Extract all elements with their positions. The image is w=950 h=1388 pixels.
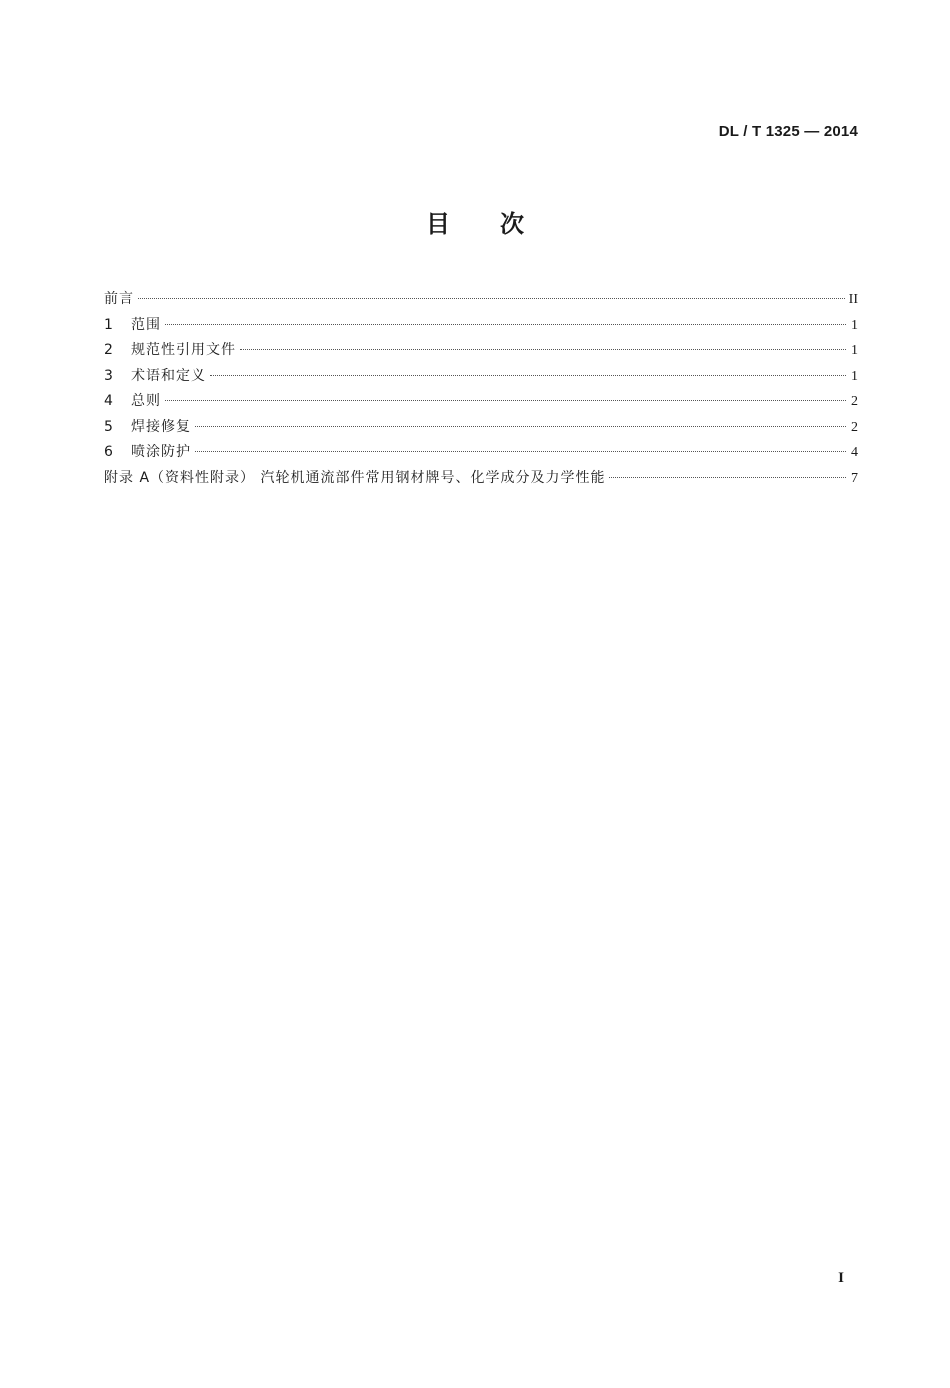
toc-entry-page: 2 (851, 394, 858, 409)
dot-leader (138, 298, 845, 299)
toc-title: 目次 (426, 210, 574, 238)
dot-leader (195, 426, 846, 427)
toc-entry-page: 4 (851, 445, 858, 460)
toc-entry-number: 2 (104, 342, 113, 358)
toc-entry-label: 附录 A（资料性附录） 汽轮机通流部件常用钢材牌号、化学成分及力学性能 (104, 469, 606, 486)
dot-leader (609, 477, 846, 478)
toc-entry-page: 1 (851, 343, 858, 358)
dot-leader (165, 324, 846, 325)
table-of-contents (104, 287, 858, 491)
toc-entry-label: 总则 (131, 393, 161, 409)
dot-leader (240, 349, 846, 350)
toc-entry-appendix-a[interactable] (104, 466, 858, 492)
toc-entry-foreword[interactable] (104, 287, 858, 313)
toc-entry-number: 6 (104, 444, 113, 460)
toc-entry-number: 4 (104, 393, 113, 409)
toc-entry-label: 喷涂防护 (131, 444, 191, 460)
toc-entry-label: 前言 (104, 291, 134, 307)
toc-entry-label: 术语和定义 (131, 367, 206, 384)
toc-entry-spray-protection[interactable] (104, 440, 858, 466)
toc-entry-label: 焊接修复 (131, 418, 191, 435)
toc-entry-page: 1 (851, 317, 858, 333)
toc-entry-number: 5 (104, 418, 113, 435)
toc-entry-page: II (848, 292, 858, 307)
toc-entry-label: 规范性引用文件 (131, 342, 236, 358)
toc-entry-label: 范围 (131, 316, 161, 333)
toc-entry-page: 1 (851, 368, 858, 384)
dot-leader (195, 451, 846, 452)
toc-entry-number: 1 (104, 316, 113, 333)
toc-entry-scope[interactable] (104, 313, 858, 339)
dot-leader (165, 400, 846, 401)
toc-entry-terms-definitions[interactable] (104, 364, 858, 390)
toc-entry-page: 7 (851, 470, 858, 486)
dot-leader (210, 375, 846, 376)
toc-entry-general[interactable] (104, 389, 858, 415)
toc-entry-weld-repair[interactable] (104, 415, 858, 441)
page-number: I (838, 1270, 844, 1286)
toc-entry-number: 3 (104, 367, 113, 384)
toc-entry-normative-references[interactable] (104, 338, 858, 364)
toc-entry-page: 2 (851, 419, 858, 435)
document-number: DL / T 1325 — 2014 (718, 123, 858, 140)
